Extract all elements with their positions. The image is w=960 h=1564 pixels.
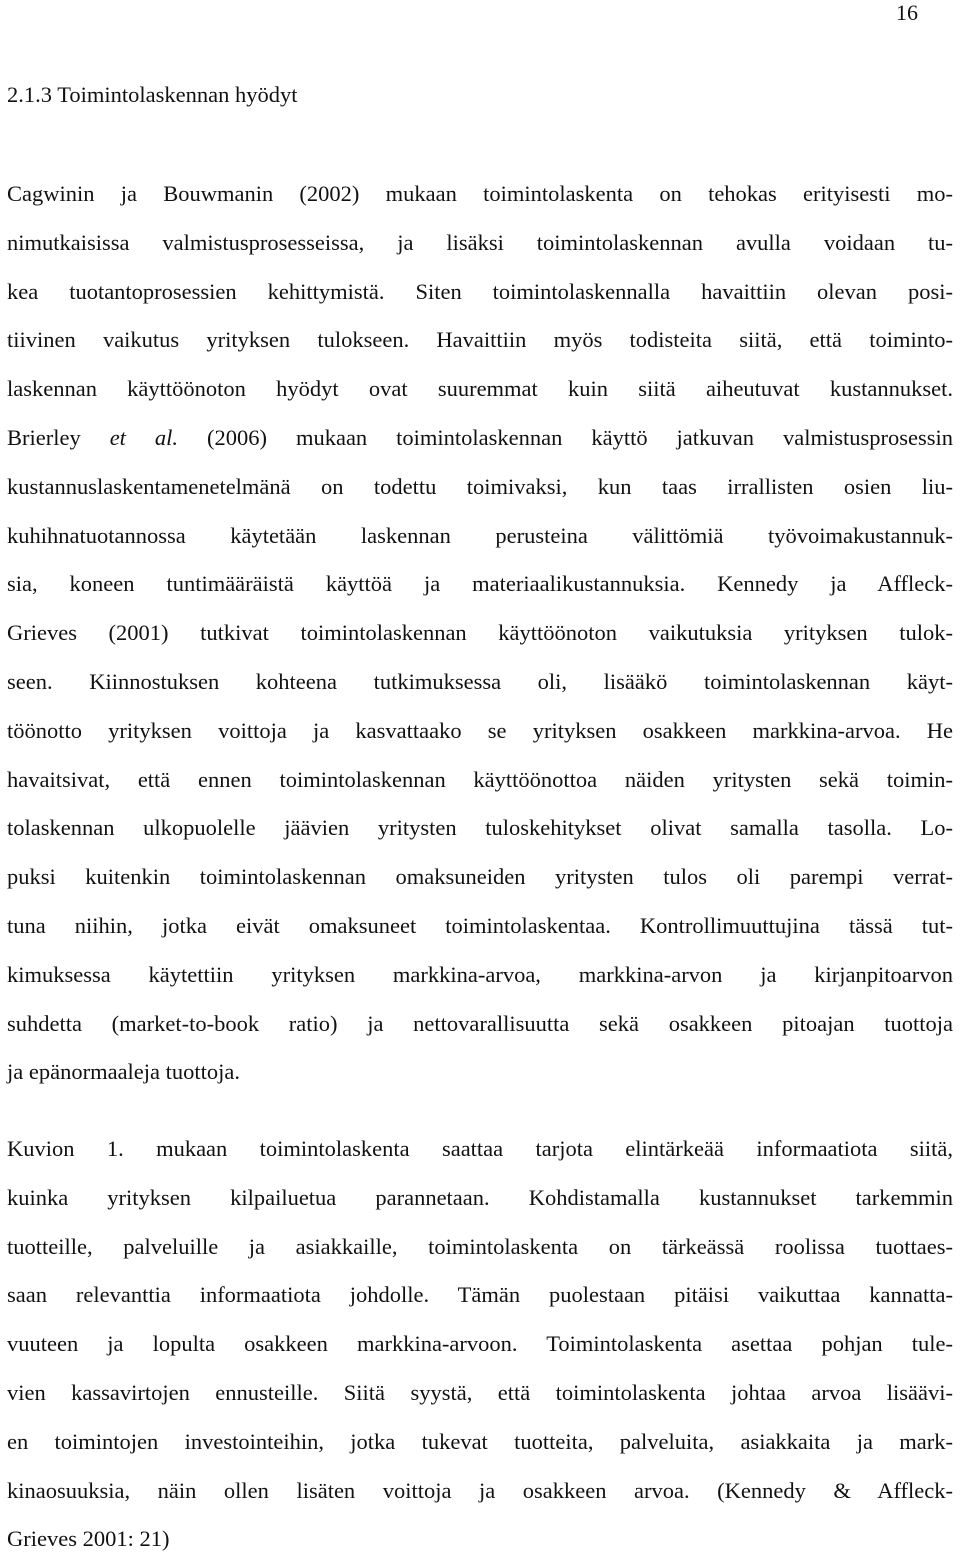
paragraph-1 [7,170,953,1097]
paragraph-2 [7,1125,953,1564]
paragraph-line: kuinka yrityksen kilpailuetua parannetaan. Kohdistamalla kustannukset tarkemmin [7,1184,953,1210]
paragraph-line: tuna niihin, jotka eivät omaksuneet toimintolaskentaa. Kontrollimuuttujina tässä tut- [7,912,953,938]
paragraph-line: laskennan käyttöönoton hyödyt ovat suuremmat kuin siitä aiheutuvat kustannukset. [7,376,953,402]
paragraph-line: kuhihnatuotannossa käytetään laskennan perusteina välittömiä työvoimakustannuk- [7,522,953,548]
paragraph-line: ja epänormaaleja tuottoja. [7,1059,241,1085]
paragraph-line: tiivinen vaikutus yrityksen tulokseen. Havaittiin myös todisteita siitä, että toiminto- [7,327,953,353]
page-number: 16 [896,0,918,25]
paragraph-line: saan relevanttia informaatiota johdolle. Tämän puolestaan pitäisi vaikuttaa kannatta- [7,1282,953,1308]
paragraph-line: töönotto yrityksen voittoja ja kasvattaako se yrityksen osakkeen markkina-arvoa. He [7,717,953,743]
paragraph-line: Grieves (2001) tutkivat toimintolaskennan käyttöönoton vaikutuksia yrityksen tulok- [7,620,953,646]
paragraph-line: vien kassavirtojen ennusteille. Siitä syystä, että toimintolaskenta johtaa arvoa lisäävi- [7,1379,953,1405]
paragraph-line: tuotteille, palveluille ja asiakkaille, toimintolaskenta on tärkeässä roolissa tuottaes- [7,1233,953,1259]
paragraph-line: sia, koneen tuntimääräistä käyttöä ja materiaalikustannuksia. Kennedy ja Affleck- [7,571,953,597]
paragraph-line: kustannuslaskentamenetelmänä on todettu toimivaksi, kun taas irrallisten osien liu- [7,473,953,499]
paragraph-line: kea tuotantoprosessien kehittymistä. Siten toimintolaskennalla havaittiin olevan posi- [7,278,953,304]
paragraph-line: nimutkaisissa valmistusprosesseissa, ja lisäksi toimintolaskennan avulla voidaan tu- [7,229,953,255]
paragraph-line: kinaosuuksia, näin ollen lisäten voittoja ja osakkeen arvoa. (Kennedy & Affleck- [7,1477,953,1503]
paragraph-line: vuuteen ja lopulta osakkeen markkina-arvoon. Toimintolaskenta asettaa pohjan tule- [7,1331,953,1357]
paragraph-line: havaitsivat, että ennen toimintolaskennan käyttöönottoa näiden yritysten sekä toimin- [7,766,953,792]
citation-et-al: et al. [109,424,179,450]
paragraph-line-with-citation [7,414,953,463]
paragraph-line: kimuksessa käytettiin yrityksen markkina-arvoa, markkina-arvon ja kirjanpitoarvon [7,961,953,987]
paragraph-line: suhdetta (market-to-book ratio) ja nettovarallisuutta sekä osakkeen pitoajan tuottoja [7,1010,953,1036]
paragraph-line: en toimintojen investointeihin, jotka tukevat tuotteita, palveluita, asiakkaita ja mark- [7,1428,953,1454]
paragraph-line: tolaskennan ulkopuolelle jäävien yritysten tuloskehitykset olivat samalla tasolla. Lo- [7,815,953,841]
paragraph-line: Kuvion 1. mukaan toimintolaskenta saattaa tarjota elintärkeää informaatiota siitä, [7,1136,953,1161]
paragraph-line: puksi kuitenkin toimintolaskennan omaksuneiden yritysten tulos oli parempi verrat- [7,864,953,890]
paragraph-line: seen. Kiinnostuksen kohteena tutkimuksessa oli, lisääkö toimintolaskennan käyt- [7,668,953,694]
citation-rest: (2006) mukaan toimintolaskennan käyttö jatkuvan valmistusprosessin [178,424,953,450]
citation-author: Brierley [7,424,110,450]
paragraph-line: Grieves 2001: 21) [7,1526,170,1552]
section-heading: 2.1.3 Toimintolaskennan hyödyt [7,82,298,107]
paragraph-line: Cagwinin ja Bouwmanin (2002) mukaan toimintolaskenta on tehokas erityisesti mo- [7,181,953,206]
